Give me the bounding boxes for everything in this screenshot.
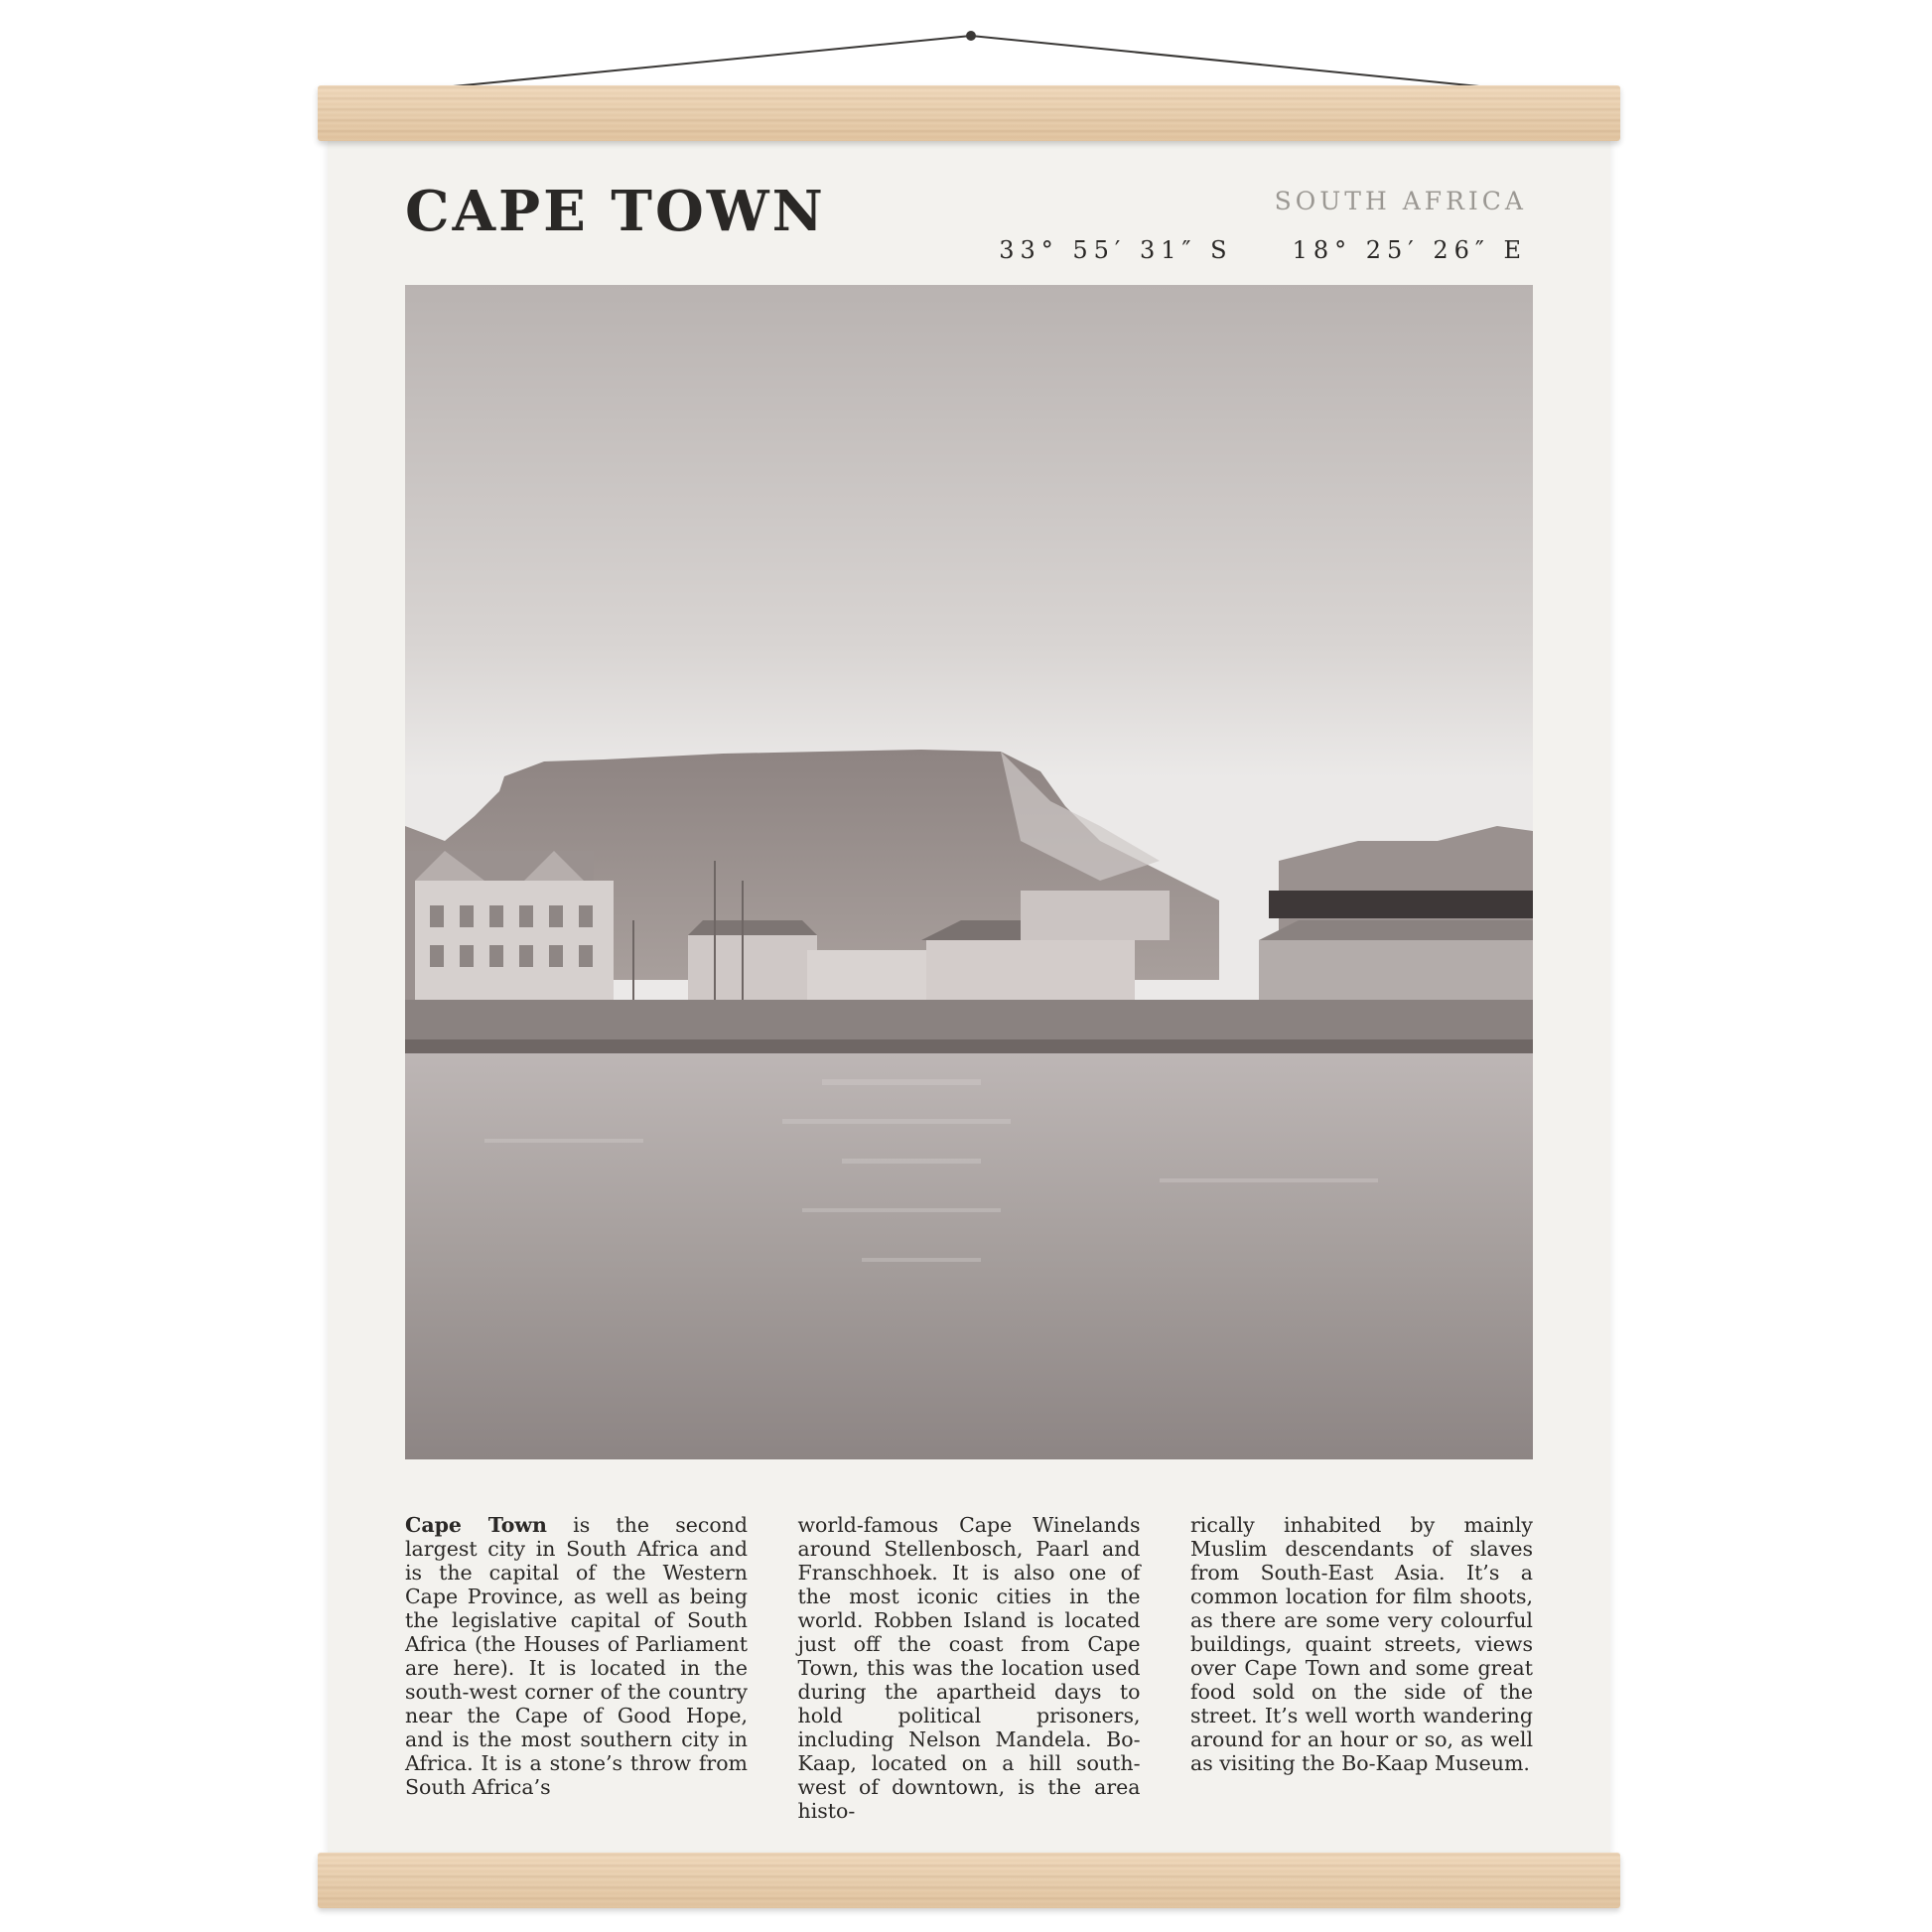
description-column-2: world-famous Cape Winelands around Stellenbosch, Paarl and Franschhoek. It is also one of the most iconic cities in the world. Robben Island is located just off the coast from Cape Town, this was the location used during the apartheid days to hold political prisoners, including Nelson Mandela. Bo-Kaap, located on a hill south-west of downtown, is the area histo- <box>797 1513 1141 1823</box>
hanging-nail-icon <box>966 31 976 41</box>
longitude: 18° 25′ 26″ E <box>1292 236 1527 264</box>
bottom-wooden-hanger <box>318 1853 1620 1908</box>
poster-title: CAPE TOWN <box>405 179 826 244</box>
description-column-1 <box>405 1513 748 1823</box>
description-lead: Cape Town <box>405 1513 547 1537</box>
description-column-3: rically inhabited by mainly Muslim descendants of slaves from South-East Asia. It’s a common location for film shoots, as there are some very colourful buildings, quaint streets, views over Cape Town and some great food sold on the side of the street. It’s well worth wandering around for an hour or so, as well as visiting the Bo-Kaap Museum. <box>1190 1513 1533 1775</box>
description-text-1: is the second largest city in South Africa and is the capital of the Western Cape Province, as well as being the legislative capital of South Africa (the Houses of Parliament are here). It is located in the south-west corner of the country near the Cape of Good Hope, and is the most southern city in Africa. It is a stone’s throw from South Africa’s <box>405 1513 748 1799</box>
coordinates <box>999 236 1527 264</box>
latitude: 33° 55′ 31″ S <box>999 236 1233 264</box>
top-wooden-hanger <box>318 85 1620 141</box>
country-label: SOUTH AFRICA <box>1274 187 1527 215</box>
description-columns <box>405 1513 1533 1823</box>
poster <box>328 139 1610 1855</box>
harbour-photo <box>405 285 1533 1459</box>
